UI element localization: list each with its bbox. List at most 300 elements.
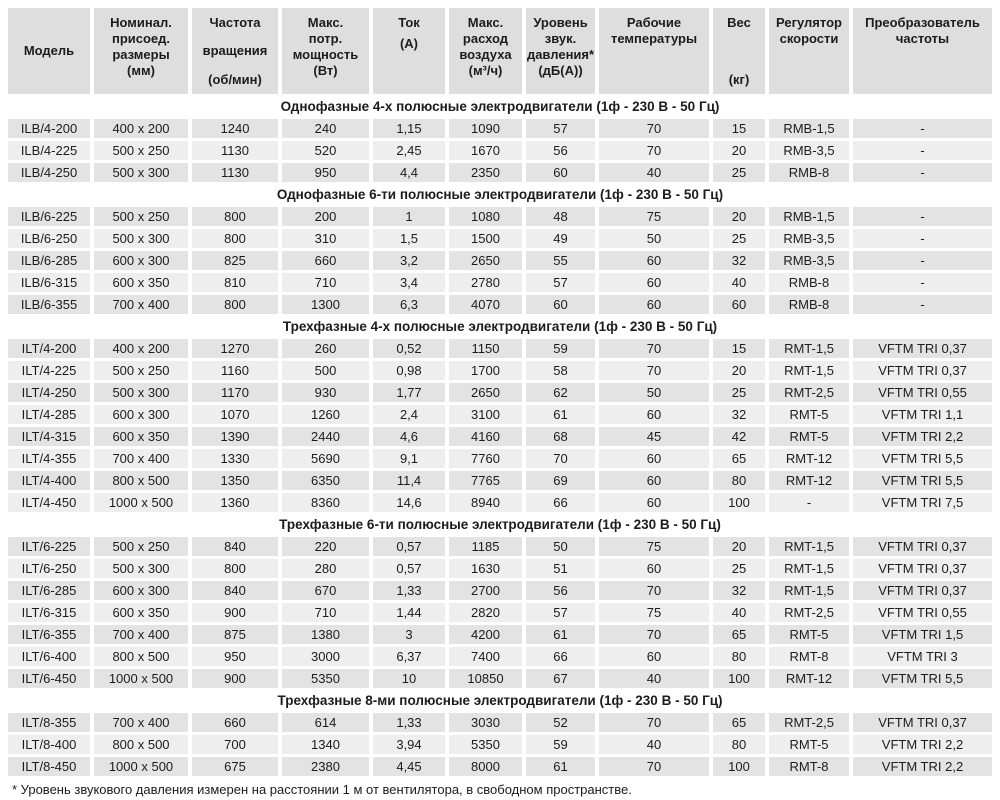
cell-max-airflow: 4200 — [449, 625, 522, 644]
cell-sound-level: 61 — [526, 405, 595, 424]
cell-max-power: 6350 — [282, 471, 369, 490]
cell-max-airflow: 2350 — [449, 163, 522, 182]
cell-current: 4,45 — [373, 757, 445, 776]
cell-dimensions: 500 x 300 — [94, 229, 188, 248]
cell-work-temp: 70 — [599, 119, 709, 138]
cell-max-airflow: 1150 — [449, 339, 522, 358]
column-header-text: Частота вращения (об/мин) — [202, 15, 268, 87]
column-header-speed-regulator — [769, 8, 849, 94]
cell-work-temp: 40 — [599, 163, 709, 182]
cell-freq-converter: - — [853, 141, 992, 160]
cell-rpm: 700 — [192, 735, 278, 754]
cell-rpm: 1270 — [192, 339, 278, 358]
cell-model: ILT/6-285 — [8, 581, 90, 600]
cell-dimensions: 500 x 250 — [94, 361, 188, 380]
cell-dimensions: 600 x 300 — [94, 581, 188, 600]
cell-work-temp: 60 — [599, 273, 709, 292]
table-row-ILT/4-355 — [8, 449, 992, 468]
cell-speed-regulator: RMB-8 — [769, 163, 849, 182]
cell-max-power: 1260 — [282, 405, 369, 424]
header-row — [8, 8, 992, 94]
cell-speed-regulator: RMT-5 — [769, 625, 849, 644]
cell-speed-regulator: RMT-5 — [769, 735, 849, 754]
cell-max-power: 8360 — [282, 493, 369, 512]
cell-sound-level: 48 — [526, 207, 595, 226]
cell-current: 14,6 — [373, 493, 445, 512]
table-row-ILT/4-315 — [8, 427, 992, 446]
table-row-ILB/6-355 — [8, 295, 992, 314]
cell-rpm: 825 — [192, 251, 278, 270]
column-header-text: Регулятор скорости — [776, 15, 842, 47]
cell-max-airflow: 7760 — [449, 449, 522, 468]
table-row-ILT/4-285 — [8, 405, 992, 424]
cell-max-power: 950 — [282, 163, 369, 182]
column-header-model — [8, 8, 90, 94]
cell-rpm: 800 — [192, 229, 278, 248]
cell-speed-regulator: RMT-8 — [769, 647, 849, 666]
cell-weight: 25 — [713, 229, 765, 248]
cell-work-temp: 75 — [599, 603, 709, 622]
cell-model: ILB/6-250 — [8, 229, 90, 248]
cell-rpm: 1390 — [192, 427, 278, 446]
cell-weight: 40 — [713, 273, 765, 292]
cell-work-temp: 60 — [599, 647, 709, 666]
table-row-ILB/6-250 — [8, 229, 992, 248]
cell-max-power: 220 — [282, 537, 369, 556]
cell-model: ILB/6-285 — [8, 251, 90, 270]
cell-sound-level: 58 — [526, 361, 595, 380]
cell-rpm: 800 — [192, 559, 278, 578]
cell-max-power: 1340 — [282, 735, 369, 754]
cell-dimensions: 700 x 400 — [94, 713, 188, 732]
cell-current: 0,98 — [373, 361, 445, 380]
column-header-text: Макс. расход воздуха (м³/ч) — [459, 15, 512, 79]
cell-dimensions: 600 x 350 — [94, 273, 188, 292]
cell-rpm: 950 — [192, 647, 278, 666]
cell-freq-converter: VFTM TRI 2,2 — [853, 427, 992, 446]
cell-dimensions: 400 x 200 — [94, 339, 188, 358]
cell-weight: 42 — [713, 427, 765, 446]
cell-model: ILT/4-355 — [8, 449, 90, 468]
cell-weight: 65 — [713, 713, 765, 732]
column-unit: (об/мин) — [208, 71, 262, 87]
cell-model: ILB/6-355 — [8, 295, 90, 314]
table-body — [8, 97, 992, 776]
cell-sound-level: 69 — [526, 471, 595, 490]
cell-max-power: 240 — [282, 119, 369, 138]
cell-weight: 100 — [713, 493, 765, 512]
cell-freq-converter: VFTM TRI 1,5 — [853, 625, 992, 644]
cell-model: ILT/8-450 — [8, 757, 90, 776]
cell-current: 3,4 — [373, 273, 445, 292]
table-row-ILB/4-250 — [8, 163, 992, 182]
column-header-weight — [713, 8, 765, 94]
table-row-ILT/6-250 — [8, 559, 992, 578]
cell-sound-level: 55 — [526, 251, 595, 270]
cell-max-airflow: 5350 — [449, 735, 522, 754]
cell-model: ILB/4-225 — [8, 141, 90, 160]
table-row-ILT/4-450 — [8, 493, 992, 512]
cell-weight: 32 — [713, 251, 765, 270]
section-title-3: Трехфазные 6-ти полюсные электродвигатели (1ф - 230 В - 50 Гц) — [8, 515, 992, 534]
cell-rpm: 1070 — [192, 405, 278, 424]
cell-current: 1,77 — [373, 383, 445, 402]
cell-speed-regulator: RMT-1,5 — [769, 537, 849, 556]
cell-freq-converter: VFTM TRI 0,37 — [853, 339, 992, 358]
column-header-text: Преобразователь частоты — [865, 15, 980, 47]
cell-work-temp: 75 — [599, 207, 709, 226]
cell-model: ILT/4-400 — [8, 471, 90, 490]
cell-current: 1 — [373, 207, 445, 226]
cell-current: 3,94 — [373, 735, 445, 754]
cell-work-temp: 70 — [599, 713, 709, 732]
cell-current: 1,15 — [373, 119, 445, 138]
cell-max-power: 1300 — [282, 295, 369, 314]
cell-speed-regulator: RMB-3,5 — [769, 251, 849, 270]
cell-max-power: 200 — [282, 207, 369, 226]
cell-sound-level: 60 — [526, 295, 595, 314]
table-row-ILB/6-285 — [8, 251, 992, 270]
cell-model: ILT/4-250 — [8, 383, 90, 402]
cell-current: 1,33 — [373, 581, 445, 600]
cell-speed-regulator: RMB-1,5 — [769, 207, 849, 226]
cell-sound-level: 70 — [526, 449, 595, 468]
cell-model: ILT/8-355 — [8, 713, 90, 732]
table-row-ILB/4-200 — [8, 119, 992, 138]
cell-sound-level: 67 — [526, 669, 595, 688]
cell-rpm: 1170 — [192, 383, 278, 402]
cell-max-airflow: 1185 — [449, 537, 522, 556]
column-unit: (кг) — [728, 71, 750, 87]
table-row-ILB/4-225 — [8, 141, 992, 160]
cell-work-temp: 60 — [599, 471, 709, 490]
cell-speed-regulator: RMB-8 — [769, 295, 849, 314]
cell-max-airflow: 2700 — [449, 581, 522, 600]
cell-work-temp: 60 — [599, 405, 709, 424]
cell-current: 2,45 — [373, 141, 445, 160]
cell-current: 1,5 — [373, 229, 445, 248]
cell-speed-regulator: RMT-2,5 — [769, 383, 849, 402]
cell-max-power: 310 — [282, 229, 369, 248]
cell-work-temp: 70 — [599, 581, 709, 600]
cell-work-temp: 40 — [599, 669, 709, 688]
cell-dimensions: 1000 x 500 — [94, 757, 188, 776]
cell-max-power: 2380 — [282, 757, 369, 776]
cell-current: 0,52 — [373, 339, 445, 358]
cell-freq-converter: VFTM TRI 5,5 — [853, 669, 992, 688]
cell-dimensions: 600 x 350 — [94, 603, 188, 622]
cell-current: 1,44 — [373, 603, 445, 622]
cell-freq-converter: VFTM TRI 0,37 — [853, 581, 992, 600]
column-header-work-temp — [599, 8, 709, 94]
cell-weight: 100 — [713, 669, 765, 688]
cell-max-power: 710 — [282, 273, 369, 292]
cell-dimensions: 700 x 400 — [94, 625, 188, 644]
cell-freq-converter: - — [853, 163, 992, 182]
cell-work-temp: 40 — [599, 735, 709, 754]
column-header-rpm — [192, 8, 278, 94]
column-header-max-power — [282, 8, 369, 94]
table-row-ILT/4-225 — [8, 361, 992, 380]
table-header — [8, 8, 992, 94]
cell-freq-converter: VFTM TRI 0,37 — [853, 537, 992, 556]
cell-max-airflow: 2820 — [449, 603, 522, 622]
cell-max-power: 1380 — [282, 625, 369, 644]
cell-dimensions: 800 x 500 — [94, 647, 188, 666]
cell-speed-regulator: RMB-3,5 — [769, 229, 849, 248]
cell-work-temp: 45 — [599, 427, 709, 446]
cell-weight: 20 — [713, 207, 765, 226]
sound-level-footnote: * Уровень звукового давления измерен на расстоянии 1 м от вентилятора, в свободном пространстве. — [12, 782, 632, 797]
cell-max-airflow: 10850 — [449, 669, 522, 688]
cell-weight: 80 — [713, 471, 765, 490]
cell-current: 3 — [373, 625, 445, 644]
cell-dimensions: 500 x 250 — [94, 207, 188, 226]
cell-weight: 25 — [713, 559, 765, 578]
cell-freq-converter: VFTM TRI 2,2 — [853, 757, 992, 776]
cell-weight: 100 — [713, 757, 765, 776]
cell-model: ILB/6-225 — [8, 207, 90, 226]
cell-max-airflow: 2780 — [449, 273, 522, 292]
cell-sound-level: 60 — [526, 163, 595, 182]
cell-max-airflow: 2650 — [449, 251, 522, 270]
cell-max-airflow: 3030 — [449, 713, 522, 732]
cell-sound-level: 50 — [526, 537, 595, 556]
cell-weight: 25 — [713, 383, 765, 402]
cell-max-airflow: 1500 — [449, 229, 522, 248]
cell-weight: 20 — [713, 361, 765, 380]
table-row-ILT/6-400 — [8, 647, 992, 666]
cell-weight: 20 — [713, 141, 765, 160]
cell-model: ILT/4-285 — [8, 405, 90, 424]
column-header-text: Вес (кг) — [727, 15, 751, 87]
cell-speed-regulator: RMT-1,5 — [769, 339, 849, 358]
cell-work-temp: 70 — [599, 625, 709, 644]
cell-max-power: 500 — [282, 361, 369, 380]
cell-work-temp: 50 — [599, 383, 709, 402]
cell-max-airflow: 4070 — [449, 295, 522, 314]
section-title-0: Однофазные 4-х полюсные электродвигатели (1ф - 230 В - 50 Гц) — [8, 97, 992, 116]
column-header-current — [373, 8, 445, 94]
cell-weight: 25 — [713, 163, 765, 182]
cell-rpm: 810 — [192, 273, 278, 292]
cell-model: ILT/6-225 — [8, 537, 90, 556]
cell-rpm: 875 — [192, 625, 278, 644]
cell-speed-regulator: - — [769, 493, 849, 512]
cell-max-power: 280 — [282, 559, 369, 578]
column-header-text: Рабочие температуры — [610, 15, 698, 47]
cell-weight: 32 — [713, 581, 765, 600]
cell-weight: 65 — [713, 625, 765, 644]
column-unit: (А) — [399, 36, 419, 52]
cell-max-power: 930 — [282, 383, 369, 402]
cell-speed-regulator: RMT-12 — [769, 471, 849, 490]
section-title-2: Трехфазные 4-х полюсные электродвигатели (1ф - 230 В - 50 Гц) — [8, 317, 992, 336]
cell-work-temp: 70 — [599, 757, 709, 776]
cell-speed-regulator: RMT-1,5 — [769, 361, 849, 380]
cell-model: ILB/6-315 — [8, 273, 90, 292]
cell-sound-level: 66 — [526, 493, 595, 512]
cell-dimensions: 1000 x 500 — [94, 493, 188, 512]
cell-weight: 32 — [713, 405, 765, 424]
cell-freq-converter: - — [853, 119, 992, 138]
cell-rpm: 840 — [192, 581, 278, 600]
cell-dimensions: 500 x 300 — [94, 383, 188, 402]
table-row-ILT/8-450 — [8, 757, 992, 776]
cell-sound-level: 52 — [526, 713, 595, 732]
cell-work-temp: 50 — [599, 229, 709, 248]
cell-max-power: 670 — [282, 581, 369, 600]
table-row-ILT/8-355 — [8, 713, 992, 732]
section-header-row — [8, 317, 992, 336]
cell-current: 9,1 — [373, 449, 445, 468]
cell-current: 0,57 — [373, 537, 445, 556]
cell-model: ILT/6-250 — [8, 559, 90, 578]
cell-current: 4,6 — [373, 427, 445, 446]
cell-speed-regulator: RMT-8 — [769, 757, 849, 776]
cell-max-power: 3000 — [282, 647, 369, 666]
section-title-1: Однофазные 6-ти полюсные электродвигатели (1ф - 230 В - 50 Гц) — [8, 185, 992, 204]
cell-max-airflow: 1670 — [449, 141, 522, 160]
cell-sound-level: 57 — [526, 603, 595, 622]
cell-dimensions: 700 x 400 — [94, 449, 188, 468]
cell-sound-level: 59 — [526, 735, 595, 754]
section-header-row — [8, 185, 992, 204]
cell-work-temp: 70 — [599, 339, 709, 358]
cell-freq-converter: VFTM TRI 7,5 — [853, 493, 992, 512]
cell-max-power: 260 — [282, 339, 369, 358]
cell-sound-level: 59 — [526, 339, 595, 358]
cell-dimensions: 800 x 500 — [94, 735, 188, 754]
cell-speed-regulator: RMB-8 — [769, 273, 849, 292]
column-header-freq-converter — [853, 8, 992, 94]
section-header-row — [8, 515, 992, 534]
cell-model: ILT/8-400 — [8, 735, 90, 754]
cell-rpm: 800 — [192, 295, 278, 314]
cell-weight: 15 — [713, 119, 765, 138]
cell-max-power: 5690 — [282, 449, 369, 468]
cell-rpm: 840 — [192, 537, 278, 556]
cell-dimensions: 500 x 300 — [94, 163, 188, 182]
cell-work-temp: 60 — [599, 251, 709, 270]
section-header-row — [8, 691, 992, 710]
cell-freq-converter: - — [853, 273, 992, 292]
cell-rpm: 1240 — [192, 119, 278, 138]
cell-work-temp: 60 — [599, 493, 709, 512]
cell-sound-level: 62 — [526, 383, 595, 402]
table-row-ILT/4-250 — [8, 383, 992, 402]
cell-dimensions: 400 x 200 — [94, 119, 188, 138]
cell-sound-level: 57 — [526, 273, 595, 292]
cell-work-temp: 60 — [599, 295, 709, 314]
cell-current: 11,4 — [373, 471, 445, 490]
cell-dimensions: 600 x 300 — [94, 405, 188, 424]
cell-freq-converter: - — [853, 229, 992, 248]
cell-dimensions: 1000 x 500 — [94, 669, 188, 688]
cell-freq-converter: VFTM TRI 5,5 — [853, 449, 992, 468]
cell-dimensions: 500 x 250 — [94, 537, 188, 556]
cell-freq-converter: VFTM TRI 0,37 — [853, 559, 992, 578]
cell-rpm: 800 — [192, 207, 278, 226]
cell-rpm: 675 — [192, 757, 278, 776]
cell-speed-regulator: RMT-1,5 — [769, 581, 849, 600]
cell-dimensions: 700 x 400 — [94, 295, 188, 314]
cell-work-temp: 60 — [599, 449, 709, 468]
cell-sound-level: 57 — [526, 119, 595, 138]
cell-model: ILT/4-315 — [8, 427, 90, 446]
cell-speed-regulator: RMT-1,5 — [769, 559, 849, 578]
cell-freq-converter: - — [853, 207, 992, 226]
cell-speed-regulator: RMT-2,5 — [769, 713, 849, 732]
cell-max-airflow: 1090 — [449, 119, 522, 138]
table-row-ILB/6-225 — [8, 207, 992, 226]
cell-model: ILT/6-400 — [8, 647, 90, 666]
cell-sound-level: 49 — [526, 229, 595, 248]
cell-model: ILT/6-315 — [8, 603, 90, 622]
cell-max-power: 5350 — [282, 669, 369, 688]
cell-freq-converter: VFTM TRI 2,2 — [853, 735, 992, 754]
cell-speed-regulator: RMT-12 — [769, 449, 849, 468]
cell-max-airflow: 8000 — [449, 757, 522, 776]
cell-rpm: 900 — [192, 669, 278, 688]
cell-freq-converter: VFTM TRI 0,37 — [853, 713, 992, 732]
table-row-ILT/6-355 — [8, 625, 992, 644]
cell-weight: 15 — [713, 339, 765, 358]
cell-current: 3,2 — [373, 251, 445, 270]
cell-max-airflow: 3100 — [449, 405, 522, 424]
cell-speed-regulator: RMT-5 — [769, 405, 849, 424]
cell-max-airflow: 1700 — [449, 361, 522, 380]
cell-current: 2,4 — [373, 405, 445, 424]
cell-weight: 80 — [713, 647, 765, 666]
cell-rpm: 1350 — [192, 471, 278, 490]
cell-current: 4,4 — [373, 163, 445, 182]
cell-max-airflow: 1080 — [449, 207, 522, 226]
cell-max-power: 520 — [282, 141, 369, 160]
cell-model: ILT/6-355 — [8, 625, 90, 644]
table-row-ILT/6-315 — [8, 603, 992, 622]
table-row-ILT/6-450 — [8, 669, 992, 688]
cell-model: ILB/4-250 — [8, 163, 90, 182]
cell-model: ILT/6-450 — [8, 669, 90, 688]
column-header-text: Номинал. присоед. размеры (мм) — [110, 15, 172, 79]
cell-weight: 80 — [713, 735, 765, 754]
cell-sound-level: 51 — [526, 559, 595, 578]
cell-work-temp: 60 — [599, 559, 709, 578]
cell-sound-level: 56 — [526, 581, 595, 600]
cell-dimensions: 600 x 350 — [94, 427, 188, 446]
table-row-ILT/4-200 — [8, 339, 992, 358]
cell-rpm: 1160 — [192, 361, 278, 380]
cell-rpm: 1130 — [192, 163, 278, 182]
cell-rpm: 1360 — [192, 493, 278, 512]
cell-max-airflow: 1630 — [449, 559, 522, 578]
cell-dimensions: 500 x 300 — [94, 559, 188, 578]
cell-current: 10 — [373, 669, 445, 688]
cell-dimensions: 500 x 250 — [94, 141, 188, 160]
cell-current: 1,33 — [373, 713, 445, 732]
cell-freq-converter: VFTM TRI 3 — [853, 647, 992, 666]
cell-current: 6,3 — [373, 295, 445, 314]
cell-sound-level: 61 — [526, 757, 595, 776]
section-title-4: Трехфазные 8-ми полюсные электродвигатели (1ф - 230 В - 50 Гц) — [8, 691, 992, 710]
cell-sound-level: 61 — [526, 625, 595, 644]
cell-freq-converter: VFTM TRI 0,37 — [853, 361, 992, 380]
table-row-ILT/6-225 — [8, 537, 992, 556]
cell-freq-converter: VFTM TRI 5,5 — [853, 471, 992, 490]
cell-work-temp: 75 — [599, 537, 709, 556]
table-row-ILT/4-400 — [8, 471, 992, 490]
